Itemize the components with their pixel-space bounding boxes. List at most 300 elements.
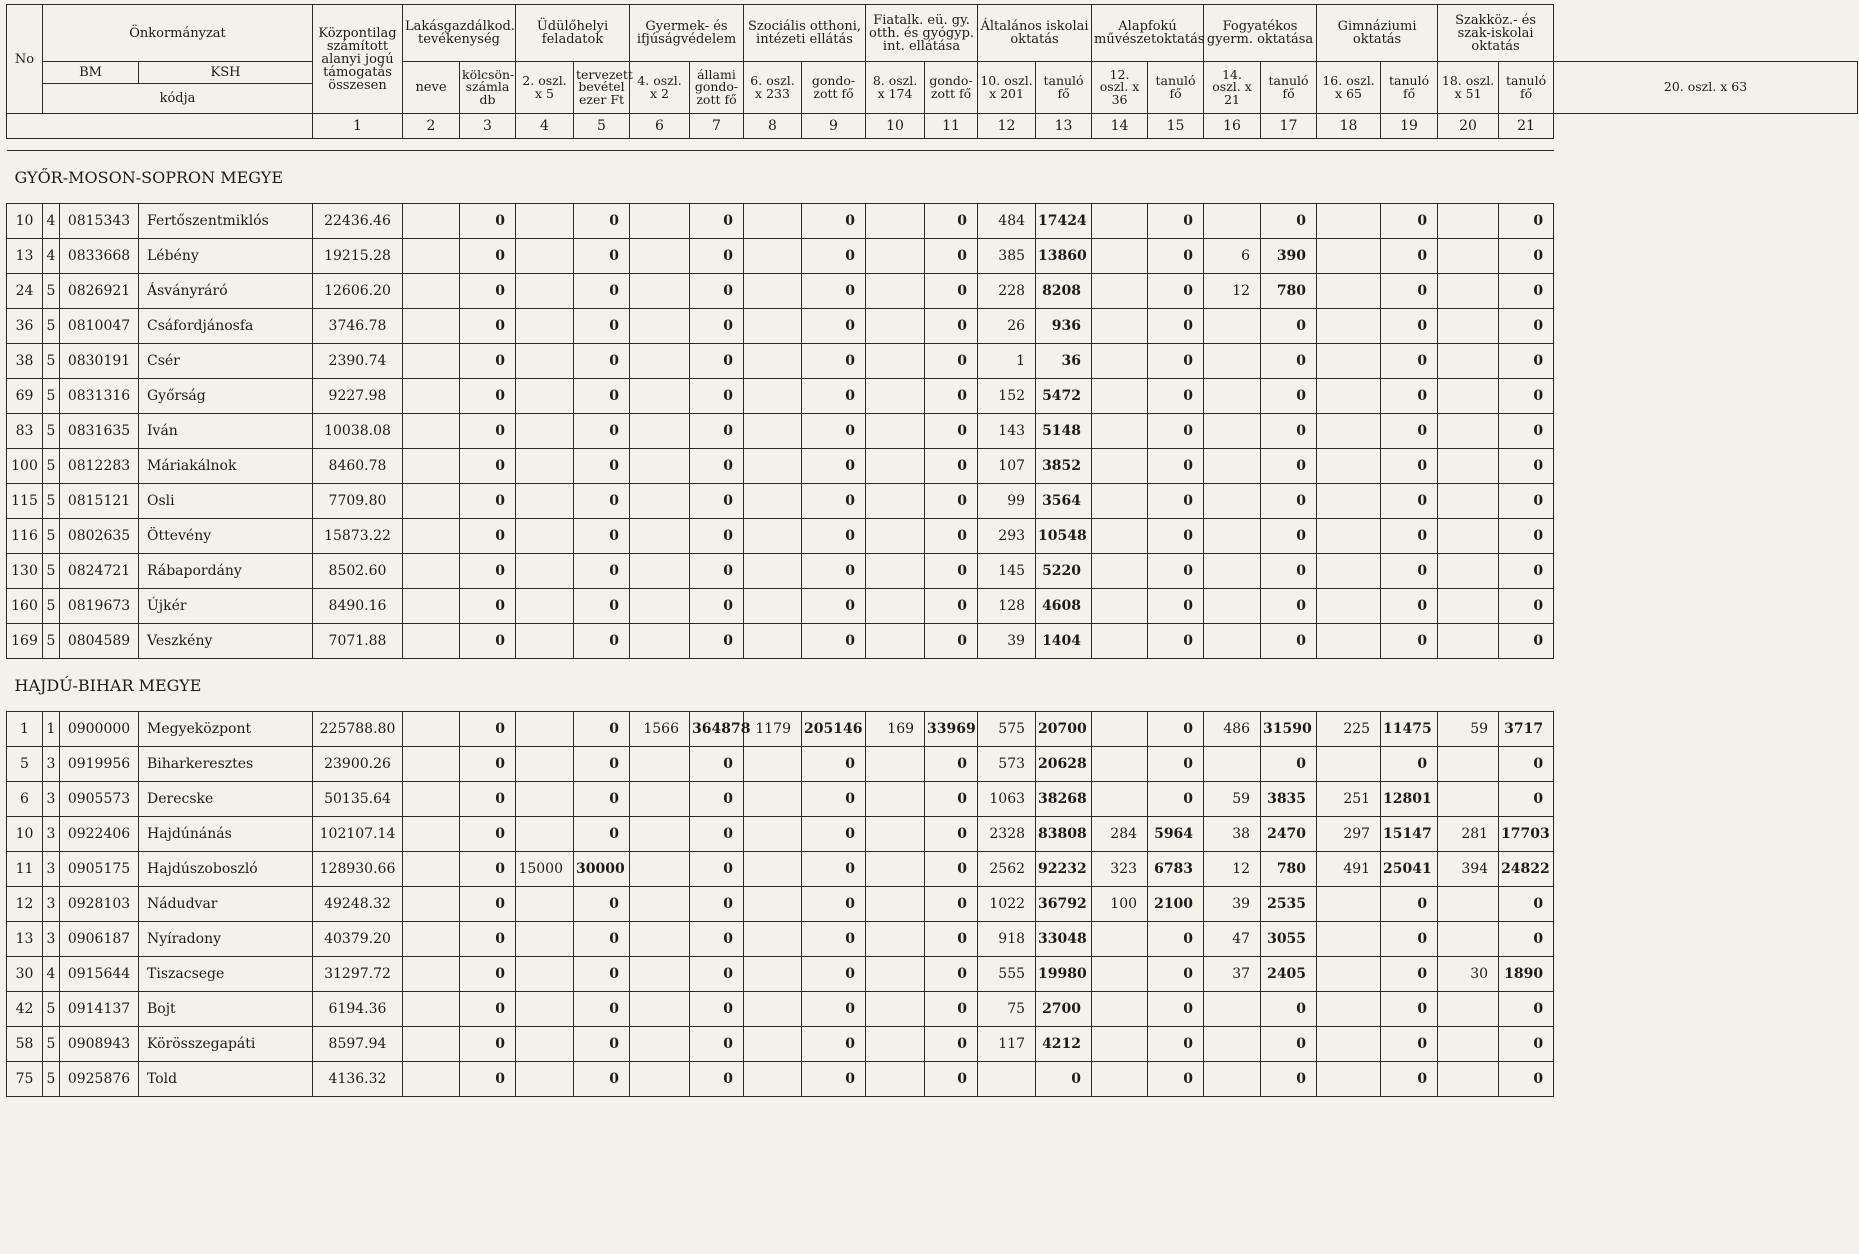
cell-value: 0 — [1148, 589, 1204, 624]
cell-value: 394 — [1438, 852, 1499, 887]
cell-value — [978, 1062, 1036, 1097]
group-title: Alapfokú művészetoktatás — [1092, 5, 1204, 62]
column-number: 17 — [1261, 114, 1317, 139]
cell-value — [1092, 1062, 1148, 1097]
header-kodja: kódja — [43, 84, 313, 114]
cell-value — [516, 239, 574, 274]
cell-value: 936 — [1036, 309, 1092, 344]
column-number: 12 — [978, 114, 1036, 139]
blank-cell — [7, 114, 313, 139]
cell-value: 0 — [574, 344, 630, 379]
cell-no: 115 — [7, 484, 43, 519]
cell-value — [1092, 379, 1148, 414]
table-row — [7, 922, 1858, 957]
table-row — [7, 624, 1858, 659]
cell-value — [516, 379, 574, 414]
cell-value: 0 — [460, 852, 516, 887]
cell-ksh: 0906187 — [60, 922, 139, 957]
cell-value — [866, 852, 925, 887]
cell-value: 0 — [1148, 957, 1204, 992]
cell-value: 0 — [574, 484, 630, 519]
cell-value: 3746.78 — [313, 309, 403, 344]
cell-value: 0 — [802, 887, 866, 922]
cell-bm: 4 — [43, 957, 60, 992]
cell-value — [516, 274, 574, 309]
cell-value: 0 — [1381, 624, 1438, 659]
cell-value: 0 — [460, 624, 516, 659]
table-row — [7, 414, 1858, 449]
cell-value — [1092, 554, 1148, 589]
group-title: Gyermek- és ifjúságvédelem — [630, 5, 744, 62]
cell-value: 12 — [1204, 852, 1261, 887]
group-title: Üdülőhelyi feladatok — [516, 5, 630, 62]
cell-value: 0 — [925, 992, 978, 1027]
cell-no: 10 — [7, 817, 43, 852]
column-number: 4 — [516, 114, 574, 139]
column-number: 13 — [1036, 114, 1092, 139]
cell-value — [516, 1062, 574, 1097]
cell-value: 100 — [1092, 887, 1148, 922]
cell-value — [1092, 589, 1148, 624]
cell-neve: Nyíradony — [139, 922, 313, 957]
cell-value: 0 — [574, 624, 630, 659]
cell-value: 0 — [925, 922, 978, 957]
cell-value: 573 — [978, 747, 1036, 782]
cell-no: 69 — [7, 379, 43, 414]
cell-value — [1092, 204, 1148, 239]
cell-value — [630, 992, 690, 1027]
group-sub1: kölcsön-számla db — [460, 62, 516, 114]
cell-value: 0 — [690, 554, 744, 589]
cell-value — [1317, 747, 1381, 782]
cell-value: 0 — [1381, 922, 1438, 957]
cell-value: 0 — [460, 274, 516, 309]
cell-value — [744, 992, 802, 1027]
cell-value: 0 — [1381, 274, 1438, 309]
cell-value — [744, 449, 802, 484]
cell-value: 0 — [574, 309, 630, 344]
group-title: Fiatalk. eü. gy. otth. és gyógyp. int. ellátása — [866, 5, 978, 62]
cell-value: 12 — [1204, 274, 1261, 309]
cell-value: 0 — [690, 1062, 744, 1097]
cell-value: 2390.74 — [313, 344, 403, 379]
cell-value — [630, 379, 690, 414]
cell-value — [403, 992, 460, 1027]
header-ksh: KSH — [139, 62, 313, 84]
cell-value: 10038.08 — [313, 414, 403, 449]
cell-value: 0 — [574, 274, 630, 309]
cell-value: 0 — [460, 887, 516, 922]
cell-value: 4136.32 — [313, 1062, 403, 1097]
cell-value — [1438, 922, 1499, 957]
cell-neve: Told — [139, 1062, 313, 1097]
cell-value — [1317, 414, 1381, 449]
cell-value — [744, 379, 802, 414]
table-row — [7, 589, 1858, 624]
cell-value: 37 — [1204, 957, 1261, 992]
cell-neve: Fertőszentmiklós — [139, 204, 313, 239]
cell-value: 0 — [1148, 922, 1204, 957]
cell-value: 0 — [460, 589, 516, 624]
cell-value: 2535 — [1261, 887, 1317, 922]
cell-value: 0 — [1261, 414, 1317, 449]
cell-value — [516, 887, 574, 922]
cell-value — [630, 1062, 690, 1097]
cell-ksh: 0922406 — [60, 817, 139, 852]
cell-value: 0 — [1381, 309, 1438, 344]
cell-value: 293 — [978, 519, 1036, 554]
cell-value — [1317, 887, 1381, 922]
cell-no: 1 — [7, 712, 43, 747]
cell-value — [1438, 887, 1499, 922]
cell-value: 0 — [1261, 624, 1317, 659]
cell-value: 0 — [574, 992, 630, 1027]
cell-value: 0 — [460, 1027, 516, 1062]
cell-neve: Nádudvar — [139, 887, 313, 922]
cell-value: 918 — [978, 922, 1036, 957]
cell-value: 12801 — [1381, 782, 1438, 817]
column-number: 20 — [1438, 114, 1499, 139]
cell-value — [403, 344, 460, 379]
table-row — [7, 344, 1858, 379]
cell-bm: 3 — [43, 817, 60, 852]
cell-value: 364878 — [690, 712, 744, 747]
cell-value: 0 — [690, 414, 744, 449]
cell-value: 0 — [1148, 239, 1204, 274]
header-no: No — [7, 5, 43, 114]
cell-value — [630, 922, 690, 957]
county-section-row — [7, 151, 1858, 204]
cell-no: 5 — [7, 747, 43, 782]
cell-value — [630, 204, 690, 239]
cell-value: 0 — [1148, 414, 1204, 449]
cell-value: 0 — [1499, 1027, 1554, 1062]
cell-value: 0 — [1499, 204, 1554, 239]
cell-value: 0 — [1499, 747, 1554, 782]
spacer-row — [7, 139, 1858, 151]
cell-value — [1092, 484, 1148, 519]
cell-value: 39 — [978, 624, 1036, 659]
cell-value: 0 — [1381, 344, 1438, 379]
cell-value — [744, 554, 802, 589]
cell-neve: Rábapordány — [139, 554, 313, 589]
cell-value — [1092, 239, 1148, 274]
table-row — [7, 274, 1858, 309]
cell-value: 0 — [925, 1027, 978, 1062]
cell-value — [1204, 344, 1261, 379]
cell-neve: Osli — [139, 484, 313, 519]
cell-value — [866, 747, 925, 782]
column-number: 9 — [802, 114, 866, 139]
cell-value: 0 — [802, 484, 866, 519]
cell-value: 0 — [1381, 1027, 1438, 1062]
cell-value — [744, 344, 802, 379]
cell-value — [1092, 1027, 1148, 1062]
cell-value — [1317, 957, 1381, 992]
cell-bm: 5 — [43, 519, 60, 554]
cell-value: 0 — [1036, 1062, 1092, 1097]
cell-bm: 5 — [43, 309, 60, 344]
cell-value — [403, 1062, 460, 1097]
cell-value — [516, 624, 574, 659]
cell-value: 0 — [925, 309, 978, 344]
cell-bm: 5 — [43, 484, 60, 519]
cell-value: 491 — [1317, 852, 1381, 887]
group-title: Általános iskolai oktatás — [978, 5, 1092, 62]
cell-value: 0 — [460, 554, 516, 589]
cell-value — [1317, 519, 1381, 554]
cell-value: 8490.16 — [313, 589, 403, 624]
header-kozpontilag: Központilag számított alanyi jogú támogatás összesen — [313, 5, 403, 114]
cell-value: 169 — [866, 712, 925, 747]
cell-value: 0 — [460, 817, 516, 852]
cell-value — [403, 309, 460, 344]
cell-value — [744, 484, 802, 519]
cell-value: 9227.98 — [313, 379, 403, 414]
table-row — [7, 519, 1858, 554]
cell-value: 5472 — [1036, 379, 1092, 414]
cell-value: 39 — [1204, 887, 1261, 922]
cell-value: 0 — [1261, 747, 1317, 782]
cell-ksh: 0905175 — [60, 852, 139, 887]
cell-value: 0 — [802, 449, 866, 484]
cell-value — [403, 817, 460, 852]
cell-no: 13 — [7, 239, 43, 274]
table-row — [7, 992, 1858, 1027]
cell-value: 38 — [1204, 817, 1261, 852]
cell-value — [1317, 1027, 1381, 1062]
cell-ksh: 0919956 — [60, 747, 139, 782]
cell-value — [1204, 1027, 1261, 1062]
cell-value — [516, 344, 574, 379]
cell-value: 0 — [1499, 992, 1554, 1027]
table-row — [7, 712, 1858, 747]
cell-value — [516, 747, 574, 782]
cell-value — [1438, 519, 1499, 554]
cell-value: 0 — [925, 274, 978, 309]
cell-neve: Veszkény — [139, 624, 313, 659]
cell-value — [1438, 414, 1499, 449]
cell-value — [866, 204, 925, 239]
cell-value: 0 — [1148, 1027, 1204, 1062]
cell-value — [744, 519, 802, 554]
table-row — [7, 957, 1858, 992]
cell-value — [1092, 957, 1148, 992]
group-sub2: 20. oszl. x 63 — [1554, 62, 1858, 114]
cell-value: 297 — [1317, 817, 1381, 852]
cell-value: 0 — [574, 887, 630, 922]
cell-value: 0 — [460, 957, 516, 992]
cell-value: 0 — [1148, 782, 1204, 817]
cell-value — [403, 782, 460, 817]
cell-value: 0 — [925, 624, 978, 659]
column-number: 8 — [744, 114, 802, 139]
cell-value: 0 — [574, 204, 630, 239]
cell-value — [1204, 747, 1261, 782]
cell-value: 0 — [1261, 484, 1317, 519]
cell-value — [1317, 922, 1381, 957]
cell-value: 0 — [574, 414, 630, 449]
cell-value: 0 — [460, 1062, 516, 1097]
cell-value — [630, 274, 690, 309]
cell-bm: 4 — [43, 204, 60, 239]
column-number-row — [7, 114, 1858, 139]
cell-value: 0 — [925, 817, 978, 852]
cell-value: 780 — [1261, 274, 1317, 309]
cell-value: 0 — [1499, 344, 1554, 379]
cell-value — [744, 1062, 802, 1097]
column-number: 1 — [313, 114, 403, 139]
cell-value: 385 — [978, 239, 1036, 274]
cell-value: 22436.46 — [313, 204, 403, 239]
cell-no: 75 — [7, 1062, 43, 1097]
table-row — [7, 204, 1858, 239]
cell-value — [744, 957, 802, 992]
cell-ksh: 0819673 — [60, 589, 139, 624]
cell-value: 13860 — [1036, 239, 1092, 274]
cell-value: 49248.32 — [313, 887, 403, 922]
cell-neve: Hajdúnánás — [139, 817, 313, 852]
cell-value: 0 — [690, 624, 744, 659]
cell-value — [1204, 414, 1261, 449]
cell-value — [866, 1062, 925, 1097]
cell-value: 0 — [1148, 309, 1204, 344]
cell-value: 0 — [1499, 484, 1554, 519]
cell-value — [866, 519, 925, 554]
group-sub2: 8. oszl. x 174 — [866, 62, 925, 114]
cell-value: 0 — [574, 1027, 630, 1062]
cell-value: 0 — [802, 624, 866, 659]
cell-value: 20700 — [1036, 712, 1092, 747]
cell-value: 15000 — [516, 852, 574, 887]
cell-value — [1204, 554, 1261, 589]
cell-value: 11475 — [1381, 712, 1438, 747]
cell-value — [403, 484, 460, 519]
cell-value — [866, 817, 925, 852]
cell-value — [1204, 624, 1261, 659]
cell-value: 19215.28 — [313, 239, 403, 274]
cell-value — [516, 204, 574, 239]
cell-value: 0 — [690, 484, 744, 519]
cell-value — [866, 782, 925, 817]
cell-value: 1404 — [1036, 624, 1092, 659]
cell-neve: Hajdúszoboszló — [139, 852, 313, 887]
cell-value: 0 — [690, 344, 744, 379]
cell-value — [630, 239, 690, 274]
cell-bm: 5 — [43, 554, 60, 589]
cell-value — [403, 712, 460, 747]
group-sub2: 14. oszl. x 21 — [1204, 62, 1261, 114]
cell-ksh: 0915644 — [60, 957, 139, 992]
cell-value: 0 — [1499, 624, 1554, 659]
cell-value: 59 — [1438, 712, 1499, 747]
cell-neve: Megyeközpont — [139, 712, 313, 747]
cell-value: 0 — [460, 922, 516, 957]
cell-value — [630, 782, 690, 817]
cell-value — [1204, 1062, 1261, 1097]
cell-value: 0 — [690, 274, 744, 309]
table-row — [7, 747, 1858, 782]
cell-bm: 1 — [43, 712, 60, 747]
cell-value: 251 — [1317, 782, 1381, 817]
column-number: 16 — [1204, 114, 1261, 139]
cell-value — [403, 747, 460, 782]
cell-no: 100 — [7, 449, 43, 484]
table-body — [7, 114, 1858, 1097]
cell-value: 38268 — [1036, 782, 1092, 817]
cell-no: 160 — [7, 589, 43, 624]
cell-ksh: 0905573 — [60, 782, 139, 817]
cell-value: 0 — [574, 1062, 630, 1097]
cell-value: 0 — [925, 782, 978, 817]
cell-no: 30 — [7, 957, 43, 992]
cell-value: 6783 — [1148, 852, 1204, 887]
cell-value: 0 — [460, 992, 516, 1027]
cell-value: 31590 — [1261, 712, 1317, 747]
cell-value: 0 — [802, 379, 866, 414]
cell-value — [516, 589, 574, 624]
group-title: Lakásgazdálkod. tevékenység — [403, 5, 516, 62]
cell-value: 0 — [1261, 589, 1317, 624]
cell-value — [744, 589, 802, 624]
group-sub1: állami gondo-zott fő — [690, 62, 744, 114]
cell-value: 2328 — [978, 817, 1036, 852]
cell-value: 3564 — [1036, 484, 1092, 519]
cell-value — [516, 484, 574, 519]
cell-value: 6 — [1204, 239, 1261, 274]
cell-value: 0 — [1261, 1062, 1317, 1097]
cell-value: 484 — [978, 204, 1036, 239]
cell-value: 1063 — [978, 782, 1036, 817]
cell-value: 30000 — [574, 852, 630, 887]
cell-value: 0 — [1499, 554, 1554, 589]
cell-value: 0 — [1381, 414, 1438, 449]
cell-value: 0 — [925, 852, 978, 887]
county-section-row — [7, 659, 1858, 712]
cell-value: 0 — [690, 204, 744, 239]
cell-value: 0 — [1499, 922, 1554, 957]
cell-value — [630, 747, 690, 782]
cell-value: 0 — [925, 957, 978, 992]
column-number: 18 — [1317, 114, 1381, 139]
cell-value: 36 — [1036, 344, 1092, 379]
cell-value: 0 — [925, 887, 978, 922]
cell-value: 8502.60 — [313, 554, 403, 589]
cell-value — [1092, 519, 1148, 554]
cell-value: 0 — [802, 519, 866, 554]
cell-no: 58 — [7, 1027, 43, 1062]
cell-value: 33048 — [1036, 922, 1092, 957]
group-sub1: tanuló fő — [1036, 62, 1092, 114]
cell-value: 0 — [802, 589, 866, 624]
column-number: 3 — [460, 114, 516, 139]
cell-no: 116 — [7, 519, 43, 554]
cell-value — [744, 204, 802, 239]
cell-value: 107 — [978, 449, 1036, 484]
cell-value: 5220 — [1036, 554, 1092, 589]
cell-value: 780 — [1261, 852, 1317, 887]
cell-value: 8460.78 — [313, 449, 403, 484]
cell-value — [866, 414, 925, 449]
cell-no: 83 — [7, 414, 43, 449]
cell-value — [403, 922, 460, 957]
cell-value: 25041 — [1381, 852, 1438, 887]
cell-value: 143 — [978, 414, 1036, 449]
cell-value: 0 — [1381, 747, 1438, 782]
cell-value: 3055 — [1261, 922, 1317, 957]
cell-value: 0 — [574, 957, 630, 992]
cell-value: 0 — [460, 449, 516, 484]
